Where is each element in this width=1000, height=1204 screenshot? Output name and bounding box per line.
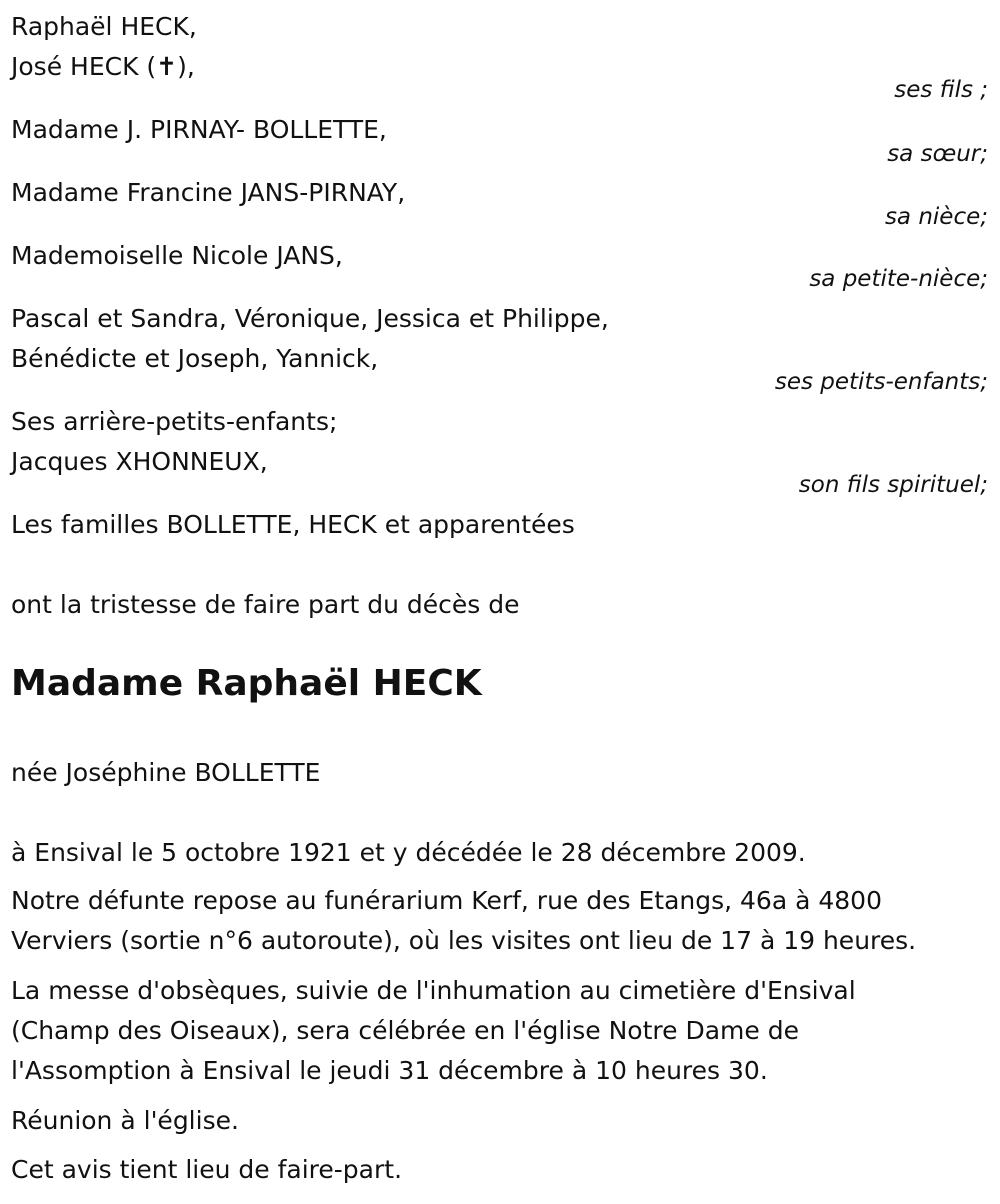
relation-label-sons: ses fils ; — [894, 77, 988, 103]
relation-label-grandchildren: ses petits-enfants; — [774, 369, 988, 395]
birth-death-line: à Ensival le 5 octobre 1921 et y décédée le 28 décembre 2009. — [11, 838, 806, 867]
repose-line-1: Notre défunte repose au funérarium Kerf, rue des Etangs, 46a à 4800 — [11, 886, 882, 915]
family-line-raphael: Raphaël HECK, — [11, 12, 197, 41]
mass-line-2: (Champ des Oiseaux), sera célébrée en l'église Notre Dame de — [11, 1016, 799, 1045]
notice-line: Cet avis tient lieu de faire-part. — [11, 1155, 403, 1184]
family-line-xhonneux: Jacques XHONNEUX, — [11, 447, 268, 476]
mass-line-3: l'Assomption à Ensival le jeudi 31 décembre à 10 heures 30. — [11, 1056, 768, 1085]
family-line-great-grandchildren: Ses arrière-petits-enfants; — [11, 407, 338, 436]
mass-line-1: La messe d'obsèques, suivie de l'inhumation au cimetière d'Ensival — [11, 976, 856, 1005]
family-line-families: Les familles BOLLETTE, HECK et apparentées — [11, 510, 575, 539]
family-line-nicole-jans: Mademoiselle Nicole JANS, — [11, 241, 343, 270]
family-line-pirnay: Madame J. PIRNAY- BOLLETTE, — [11, 115, 387, 144]
family-line-jose: José HECK (✝), — [11, 52, 195, 81]
relation-label-sister: sa sœur; — [887, 141, 988, 167]
repose-line-2: Verviers (sortie n°6 autoroute), où les visites ont lieu de 17 à 19 heures. — [11, 926, 917, 955]
deceased-name: Madame Raphaël HECK — [11, 663, 482, 704]
relation-label-niece: sa nièce; — [884, 204, 988, 230]
relation-label-spiritual-son: son fils spirituel; — [798, 472, 988, 498]
family-line-grandchildren-2: Bénédicte et Joseph, Yannick, — [11, 344, 379, 373]
family-line-grandchildren-1: Pascal et Sandra, Véronique, Jessica et Philippe, — [11, 304, 609, 333]
announcement-text: ont la tristesse de faire part du décès de — [11, 590, 520, 619]
relation-label-grandniece: sa petite-nièce; — [809, 266, 988, 292]
meeting-line: Réunion à l'église. — [11, 1106, 239, 1135]
maiden-name: née Joséphine BOLLETTE — [11, 758, 321, 787]
family-line-jans-pirnay: Madame Francine JANS-PIRNAY, — [11, 178, 406, 207]
